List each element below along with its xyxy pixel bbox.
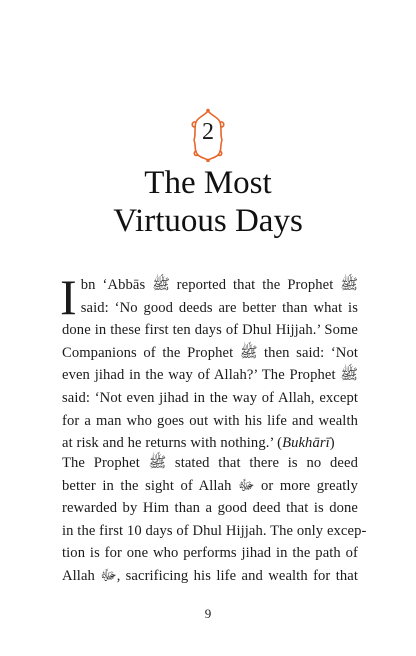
- chapter-title-line1: The Most: [144, 165, 272, 201]
- text-line: Allah ﷻ, sacrificing his life and wealth for that: [62, 567, 359, 584]
- text-line: even jihad in the way of Allah?’ The Prophet ﷺ: [62, 367, 358, 384]
- text-line: said: ‘No good deeds are better than what is: [80, 299, 358, 316]
- drop-cap: I: [60, 269, 77, 325]
- text-line: said: ‘Not even jihad in the way of Allah, except: [62, 389, 358, 406]
- text-fragment: at risk and he returns with nothing.’ (: [62, 435, 283, 452]
- text-line: bn ‘Abbās ﷺ reported that the Prophet ﷺ: [80, 277, 358, 293]
- chapter-title-line2: Virtuous Days: [113, 203, 303, 239]
- text-line: tion is for one who performs jihad in the path of: [62, 545, 358, 562]
- text-line: in the first 10 days of Dhul Hijjah. The only excep-: [62, 522, 367, 539]
- text-line: better in the sight of Allah ﷻ or more greatly: [62, 477, 358, 494]
- text-fragment: ): [329, 435, 335, 452]
- chapter-title: [40, 164, 376, 240]
- page-number: 9: [204, 606, 212, 621]
- text-line: rewarded by Him than a good deed that is done: [62, 500, 358, 517]
- paragraph-1: [60, 269, 359, 455]
- text-line: The Prophet ﷺ stated that there is no deed: [62, 455, 358, 471]
- chapter-number: 2: [202, 119, 214, 145]
- paragraph-2: [62, 452, 367, 588]
- text-line: for a man who goes out with his life and wealth: [62, 412, 358, 429]
- source-citation: Bukhārī: [282, 435, 330, 452]
- text-line: done in these first ten days of Dhul Hijjah.’ Some: [62, 322, 358, 339]
- text-line: Companions of the Prophet ﷺ then said: ‘Not: [62, 344, 359, 361]
